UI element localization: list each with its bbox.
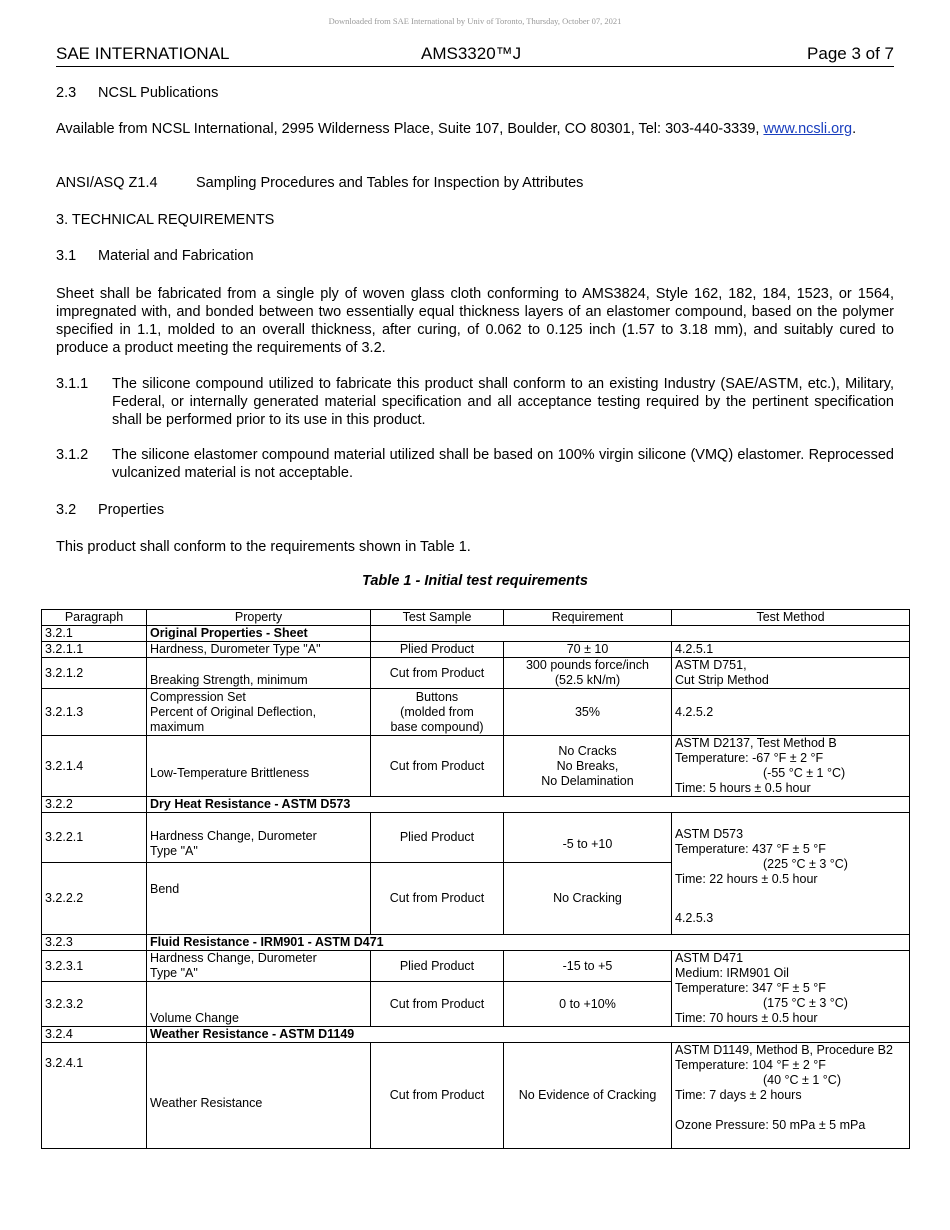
section-3-2-paragraph: This product shall conform to the requirements shown in Table 1. — [56, 539, 471, 555]
table-row: 3.2.1.4 Low-Temperature Brittleness Cut from Product No Cracks No Breaks, No Delamination ASTM D2137, Test Method B Temperature: -67 °F ± 2 °F (-55 °C ± 1 °C) Time: 5 hours ± 0.5 hour — [42, 736, 910, 797]
ncsl-website-link[interactable]: www.ncsli.org — [763, 121, 853, 137]
section-3-2-heading: 3.2 Properties — [56, 502, 165, 518]
section-2-3-heading: 2.3 NCSL Publications — [56, 85, 219, 101]
header-page-number: Page 3 of 7 — [807, 44, 894, 63]
table-row: 3.2.1.2 Breaking Strength, minimum Cut from Product 300 pounds force/inch (52.5 kN/m) ASTM D751, Cut Strip Method — [42, 658, 910, 689]
section-3-1-heading: 3.1 Material and Fabrication — [56, 248, 254, 264]
section-3-1-paragraph: Sheet shall be fabricated from a single ply of woven glass cloth conforming to AMS3824, Style 162, 182, 184, 1523, or 1564, impregnated with, and bonded between two essentially equal thickness layers of an elastomer compound, based on the polymer specified in 1.1, molded to an overall thickness, after curing, of 0.062 to 0.125 inch (1.57 to 3.18 mm), and suitably cured to produce a product meeting the requirements of 3.2. — [56, 286, 894, 356]
table-header-row — [42, 610, 910, 626]
initial-test-requirements-table — [41, 609, 910, 1149]
col-header: Test Method — [672, 610, 910, 626]
col-header: Test Sample — [371, 610, 504, 626]
table-row: 3.2.3.2 Volume Change Cut from Product 0 to +10% — [42, 982, 910, 1027]
reference-ansi-asq: ANSI/ASQ Z1.4 Sampling Procedures and Tables for Inspection by Attributes — [56, 175, 584, 191]
table-row: 3.2.3 Fluid Resistance - IRM901 - ASTM D471 — [42, 935, 910, 951]
header-doc-number: AMS3320™J — [421, 44, 522, 63]
table-row: 3.2.4 Weather Resistance - ASTM D1149 — [42, 1027, 910, 1043]
ncsl-availability: Available from NCSL International, 2995 Wilderness Place, Suite 107, Boulder, CO 80301, Tel: 303-440-3339, www.ncsli.org. — [56, 121, 857, 137]
table-row: 3.2.2 Dry Heat Resistance - ASTM D573 — [42, 797, 910, 813]
table-row: 3.2.4.1 Weather Resistance Cut from Product No Evidence of Cracking ASTM D1149, Method B, Procedure B2 Temperature: 104 °F ± 2 °F (40 °C ± 1 °C) Time: 7 days ± 2 hours Ozone Pressure: 50 mPa ± 5 mPa — [42, 1043, 910, 1149]
table-row: 3.2.1.1 Hardness, Durometer Type "A" Plied Product 70 ± 10 4.2.5.1 — [42, 642, 910, 658]
table-row: 3.2.3.1 Hardness Change, Durometer Type "A" Plied Product -15 to +5 ASTM D471 Medium: IRM901 Oil Temperature: 347 °F ± 5 °F (175 °C ± 3 °C) Time: 70 hours ± 0.5 hour — [42, 951, 910, 982]
table-row: 3.2.1.3 Compression Set Percent of Original Deflection, maximum Buttons (molded from base compound) 35% 4.2.5.2 — [42, 689, 910, 736]
section-3-1-1: 3.1.1 The silicone compound utilized to fabricate this product shall conform to an existing Industry (SAE/ASTM, etc.), Military, Federal, or internally generated material specification and all acceptance testing required by the pertinent specification shall be performed prior to its use in this product. — [56, 376, 894, 428]
col-header: Property — [147, 610, 371, 626]
table-row: 3.2.2.2 Bend Cut from Product No Cracking — [42, 863, 910, 935]
col-header: Paragraph — [42, 610, 147, 626]
table-row: 3.2.2.1 Hardness Change, Durometer Type "A" Plied Product -5 to +10 ASTM D573 Temperature: 437 °F ± 5 °F (225 °C ± 3 °C) Time: 22 hours ± 0.5 hour 4.2.5.3 — [42, 813, 910, 863]
download-watermark: Downloaded from SAE International by Univ of Toronto, Thursday, October 07, 2021 — [328, 16, 622, 26]
header-org: SAE INTERNATIONAL — [56, 44, 230, 63]
section-3-heading: 3. TECHNICAL REQUIREMENTS — [56, 212, 275, 228]
table-row: 3.2.1 Original Properties - Sheet — [42, 626, 910, 642]
col-header: Requirement — [504, 610, 672, 626]
table-caption: Table 1 - Initial test requirements — [362, 573, 588, 589]
section-3-1-2: 3.1.2 The silicone elastomer compound material utilized shall be based on 100% virgin silicone (VMQ) elastomer. Reprocessed vulcanized material is not acceptable. — [56, 447, 894, 481]
page-header — [56, 44, 894, 67]
